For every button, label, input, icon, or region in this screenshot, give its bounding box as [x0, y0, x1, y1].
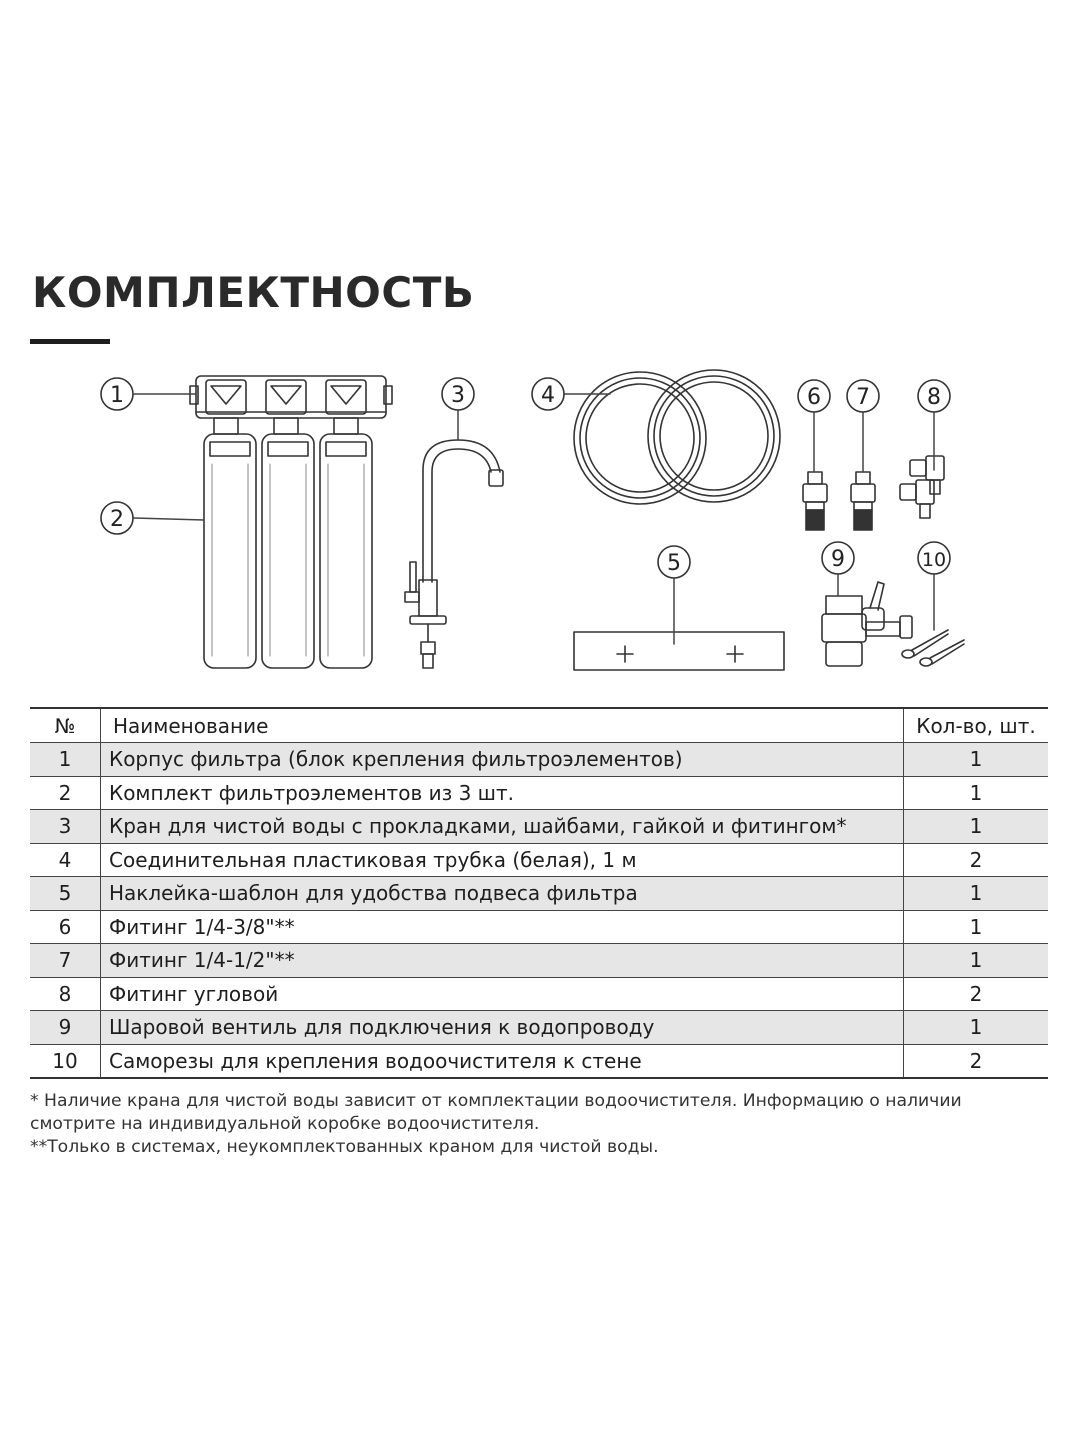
footnotes — [30, 1090, 1050, 1159]
footnote-1: * Наличие крана для чистой воды зависит от комплектации водоочистителя. Информацию о наличии смотрите на индивидуальной коробке водоочистителя. — [30, 1091, 962, 1134]
table-row — [30, 977, 1048, 1011]
callout-2: 2 — [110, 507, 124, 532]
row-name: Корпус фильтра (блок крепления фильтроэлементов) — [101, 743, 904, 777]
filter-cartridges-illustration — [204, 434, 372, 668]
table-row — [30, 944, 1048, 978]
table-row — [30, 776, 1048, 810]
callout-8: 8 — [927, 385, 941, 410]
components-diagram — [0, 360, 1080, 700]
row-qty: 1 — [904, 910, 1049, 944]
row-num: 3 — [30, 810, 101, 844]
row-num: 8 — [30, 977, 101, 1011]
row-qty: 1 — [904, 776, 1049, 810]
callout-10: 10 — [921, 549, 947, 571]
row-qty: 1 — [904, 944, 1049, 978]
fitting-6-illustration — [803, 472, 827, 530]
title-underline — [30, 339, 110, 344]
row-num: 2 — [30, 776, 101, 810]
row-name: Шаровой вентиль для подключения к водопроводу — [101, 1011, 904, 1045]
table-header-row — [30, 708, 1048, 743]
table-row — [30, 877, 1048, 911]
footnote-2: **Только в системах, неукомплектованных краном для чистой воды. — [30, 1137, 659, 1157]
callout-3: 3 — [451, 383, 465, 408]
row-name: Наклейка-шаблон для удобства подвеса фильтра — [101, 877, 904, 911]
angle-fitting-illustration — [900, 456, 944, 518]
row-num: 1 — [30, 743, 101, 777]
row-num: 5 — [30, 877, 101, 911]
callout-6: 6 — [807, 385, 821, 410]
table-row — [30, 1044, 1048, 1078]
table-row — [30, 743, 1048, 777]
tubing-coils-illustration — [574, 370, 780, 504]
table-row — [30, 1011, 1048, 1045]
row-num: 6 — [30, 910, 101, 944]
callout-5: 5 — [667, 551, 681, 576]
callout-4: 4 — [541, 383, 555, 408]
page-title: КОМПЛЕКТНОСТЬ — [32, 268, 475, 317]
callout-7: 7 — [856, 385, 870, 410]
fitting-7-illustration — [851, 472, 875, 530]
row-num: 9 — [30, 1011, 101, 1045]
row-num: 7 — [30, 944, 101, 978]
row-name: Фитинг 1/4-1/2"** — [101, 944, 904, 978]
row-name: Кран для чистой воды с прокладками, шайбами, гайкой и фитингом* — [101, 810, 904, 844]
header-qty: Кол-во, шт. — [904, 708, 1049, 743]
row-qty: 1 — [904, 1011, 1049, 1045]
header-name: Наименование — [101, 708, 904, 743]
row-num: 4 — [30, 843, 101, 877]
table-row — [30, 810, 1048, 844]
sticker-template-illustration — [574, 632, 784, 670]
table-row — [30, 843, 1048, 877]
row-name: Фитинг угловой — [101, 977, 904, 1011]
callout-9: 9 — [831, 547, 845, 572]
faucet-illustration — [405, 440, 503, 668]
row-qty: 1 — [904, 877, 1049, 911]
table-row — [30, 910, 1048, 944]
row-name: Саморезы для крепления водоочистителя к стене — [101, 1044, 904, 1078]
row-qty: 2 — [904, 843, 1049, 877]
ball-valve-illustration — [822, 582, 912, 666]
row-name: Соединительная пластиковая трубка (белая), 1 м — [101, 843, 904, 877]
header-num: № — [30, 708, 101, 743]
row-qty: 2 — [904, 1044, 1049, 1078]
row-qty: 1 — [904, 810, 1049, 844]
row-qty: 2 — [904, 977, 1049, 1011]
filter-housing-illustration — [190, 376, 392, 434]
row-num: 10 — [30, 1044, 101, 1078]
row-name: Фитинг 1/4-3/8"** — [101, 910, 904, 944]
parts-table — [30, 707, 1048, 1079]
row-name: Комплект фильтроэлементов из 3 шт. — [101, 776, 904, 810]
callout-1: 1 — [110, 383, 124, 408]
row-qty: 1 — [904, 743, 1049, 777]
